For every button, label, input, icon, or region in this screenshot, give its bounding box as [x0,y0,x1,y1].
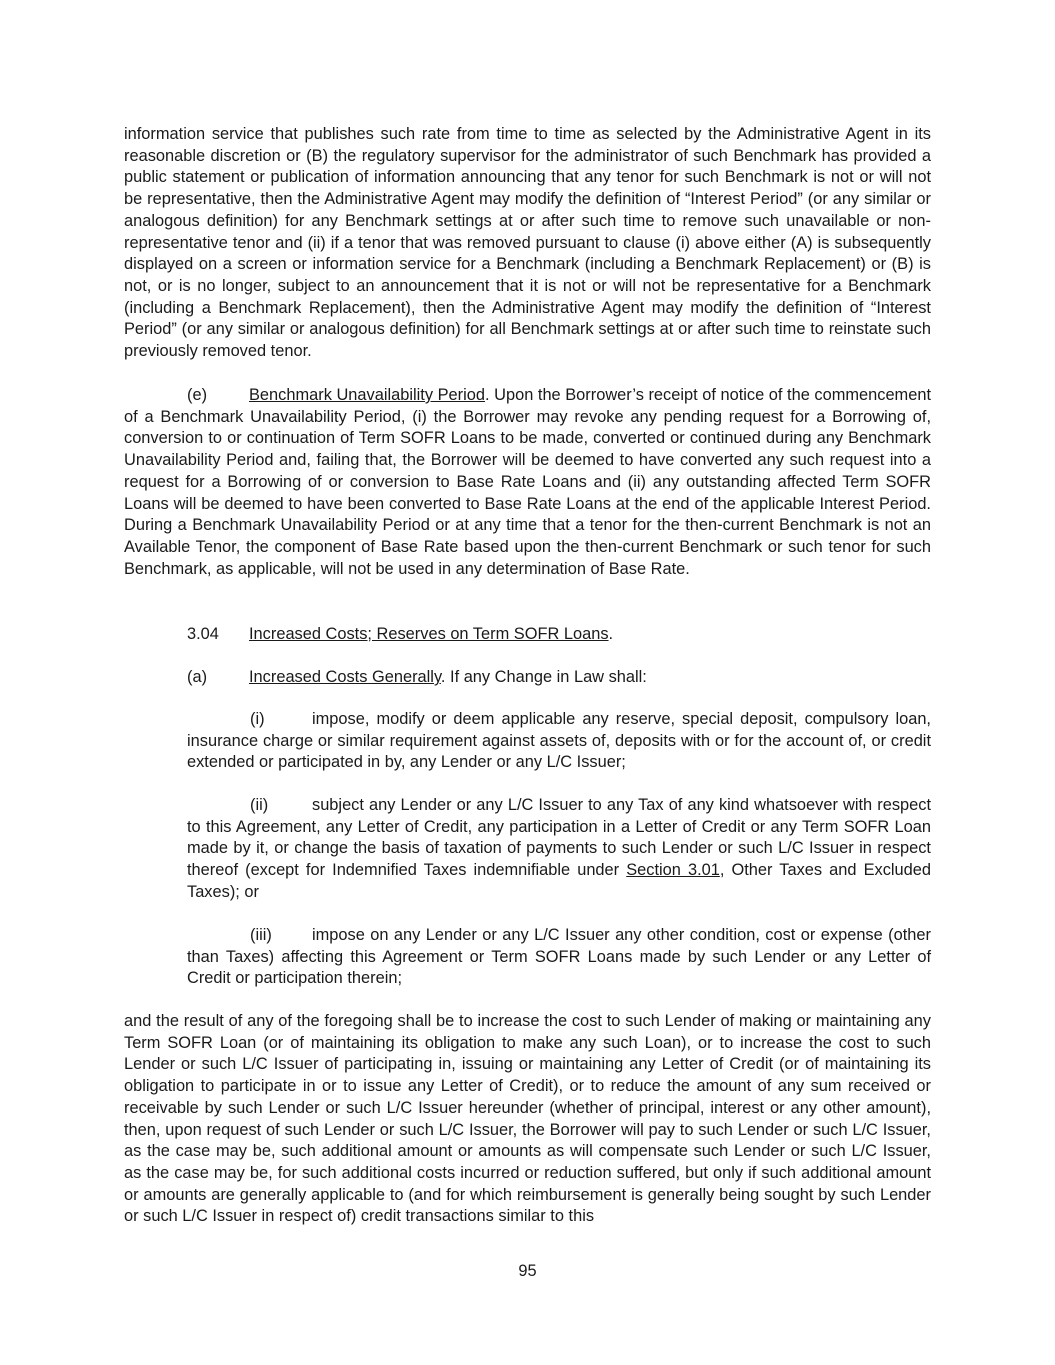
clause-ii-text-after: , Other Taxes and Excluded Taxes); or [187,861,932,901]
section-number: 3.04 [187,625,219,643]
clause-iii-text: impose on any Lender or any L/C Issuer any other condition, cost or expense (other than Taxes) affecting this Agreement or Term SOFR Loans made by such Lender or any Letter of Credit or participation therein; [187,926,931,988]
paragraph-a-heading: Increased Costs Generally [249,668,441,686]
paragraph-a [187,667,647,689]
section-title-suffix: . [608,625,614,643]
section-heading [187,624,613,646]
closing-paragraph: and the result of any of the foregoing shall be to increase the cost to such Lender of making or maintaining any Term SOFR Loan (or of maintaining its obligation to make any such Loan), or to increase the cost to such Lender or such L/C Issuer of participating in, issuing or maintaining any Letter of Credit (or of maintaining its obligation to participate in or to issue any Letter of Credit), or to reduce the amount of any sum received or receivable by such Lender or such L/C Issuer hereunder (whether of principal, interest or any other amount), then, upon request of such Lender or such L/C Issuer, the Borrower will pay to such Lender or such L/C Issuer, as the case may be, such additional amount or amounts as will compensate such Lender or such L/C Issuer, as the case may be, for such additional costs incurred or reduction suffered, but only if such additional amount or amounts are generally applicable to (and for which reimbursement is generally being sought by such Lender or such L/C Issuer in respect of) credit transactions similar to this [124,1012,931,1226]
clause-ii-text-before: subject any Lender or any L/C Issuer to any Tax of any kind whatsoever with respect to this Agreement, any Letter of Credit, any participation in a Letter of Credit or any Term SOFR Loan made by it, or change the basis of taxation of payments to such Lender or such L/C Issuer in respect thereof (except for Indemnified Taxes indemnifiable under [187,796,931,880]
continuation-paragraph: information service that publishes such rate from time to time as selected by the Administrative Agent in its reasonable discretion or (B) the regulatory supervisor for the administrator of such Benchmark has provided a public statement or publication of information announcing that any tenor for such Benchmark is not or will not be representative, then the Administrative Agent may modify the definition of “Interest Period” (or any similar or analogous definition) for any Benchmark settings at or after such time to remove such unavailable or non-representative tenor and (ii) if a tenor that was removed pursuant to clause (i) above either (A) is subsequently displayed on a screen or information service for a Benchmark (including a Benchmark Replacement) or (B) is not, or is no longer, subject to an announcement that it is not or will not be representative for a Benchmark (including a Benchmark Replacement), then the Administrative Agent may modify the definition of “Interest Period” (or any similar or analogous definition) for all Benchmark settings at or after such time to reinstate such previously removed tenor. [124,125,931,361]
clause-i-label: (i) [250,710,265,728]
paragraph-e [124,385,931,580]
paragraph-a-text: . If any Change in Law shall: [440,668,647,686]
clause-ii [187,795,931,904]
clause-i-text: impose, modify or deem applicable any reserve, special deposit, compulsory loan, insurance charge or similar requirement against assets of, deposits with or for the account of, or credit extended or participated in by, any Lender or any L/C Issuer; [187,710,931,772]
clause-ii-label: (ii) [250,796,269,814]
page-number: 95 [518,1262,537,1280]
clause-i [187,709,931,774]
paragraph-e-text: . Upon the Borrower’s receipt of notice of the commencement of a Benchmark Unavailability Period, (i) the Borrower may revoke any pending request for a Borrowing of, conversion to or continuation of Term SOFR Loans to be made, converted or continued during any Benchmark Unavailability Period and, failing that, the Borrower will be deemed to have converted any such request into a request for a Borrowing of or conversion to Base Rate Loans and (ii) any outstanding affected Term SOFR Loans will be deemed to have been converted to Base Rate Loans at the end of the applicable Interest Period. During a Benchmark Unavailability Period or at any time that a tenor for the then-current Benchmark is not an Available Tenor, the component of Base Rate based upon the then-current Benchmark or such tenor for such Benchmark, as applicable, will not be used in any determination of Base Rate. [124,386,931,578]
clause-iii [187,925,931,990]
clause-iii-label: (iii) [250,926,272,944]
paragraph-e-heading: Benchmark Unavailability Period [249,386,485,404]
paragraph-a-label: (a) [187,668,208,686]
paragraph-e-label: (e) [187,386,208,404]
section-3-01-reference: Section 3.01 [626,861,720,880]
section-title: Increased Costs; Reserves on Term SOFR Loans [249,625,609,643]
